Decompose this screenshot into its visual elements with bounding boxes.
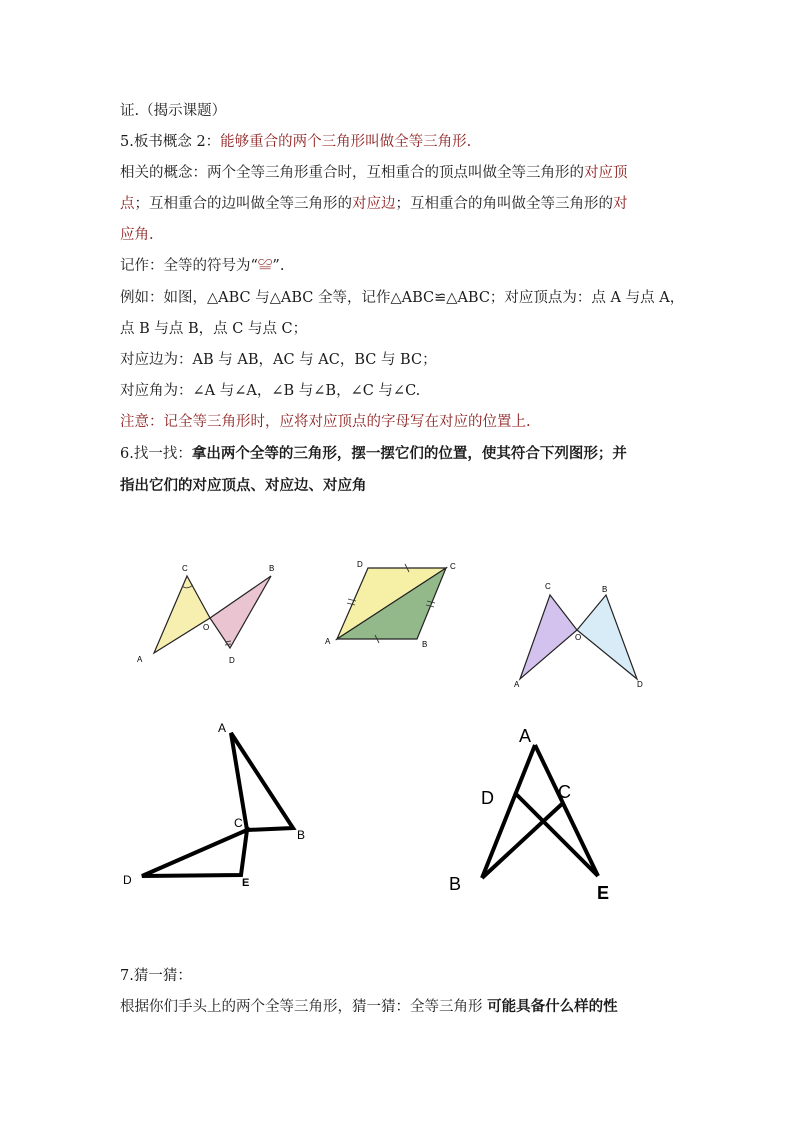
example-text-2: 点 B 与点 B，点 C 与点 C； (120, 321, 308, 337)
figure-4-thick-triangles (115, 715, 325, 895)
concept2-definition: 能够重合的两个三角形叫做全等三角形. (220, 134, 472, 150)
text-line-activity6-2 (120, 476, 680, 496)
term-corresponding-vertex-2: 点 (120, 196, 135, 212)
term-corresponding-angle-2: 应角. (120, 227, 154, 243)
fig5-label-c: C (558, 782, 571, 802)
term-corresponding-vertex-1: 对应顶 (584, 165, 628, 181)
text-line-related-2 (120, 194, 680, 214)
related-text-1: 相关的概念：两个全等三角形重合时，互相重合的顶点叫做全等三角形的 (120, 165, 584, 181)
text-line-activity7 (120, 966, 680, 986)
fig5-label-d: D (481, 788, 494, 808)
activity7-question: 可能具备什么样的性 (487, 998, 618, 1015)
text-line-example-1 (120, 288, 685, 308)
fig1-label-d: D (229, 656, 235, 665)
figure-5-crossed-triangles (440, 715, 630, 910)
fig2-label-b: B (422, 640, 428, 649)
notation-end: ”. (272, 258, 285, 274)
activity7-text: 根据你们手头上的两个全等三角形，猜一猜：全等三角形 (120, 999, 488, 1015)
fig3-label-c: C (545, 582, 551, 591)
fig4-triangle-cde (142, 830, 247, 876)
fig2-label-d: D (357, 560, 363, 569)
note-text: 注意：记全等三角形时，应将对应顶点的字母写在对应的位置上. (120, 414, 531, 430)
figure-1-butterfly-triangles (130, 555, 290, 670)
fig3-triangle-aco (520, 595, 577, 679)
fig5-side-ae (535, 745, 598, 876)
fig2-label-a: A (325, 637, 331, 646)
text-line-activity6-1 (120, 444, 680, 464)
corresponding-sides-text: 对应边为：AB 与 AB，AC 与 AC，BC 与 BC； (120, 352, 437, 368)
activity7-label: 7.猜一猜： (120, 968, 192, 984)
text-line-intro (120, 101, 680, 121)
figure-3-m-triangles (505, 575, 655, 690)
fig1-label-c: C (182, 564, 188, 573)
intro-text: 证.（揭示课题） (120, 103, 227, 119)
text-line-example-2 (120, 319, 680, 339)
text-line-activity7-guess (120, 997, 680, 1017)
fig3-label-a: A (514, 680, 520, 689)
text-line-corresponding-angles (120, 381, 680, 401)
fig5-side-ab (482, 745, 535, 878)
fig1-triangle-aco (154, 576, 210, 653)
text-line-notation (120, 256, 680, 276)
related-text-2: ；互相重合的边叫做全等三角形的 (134, 196, 352, 212)
fig5-label-e: E (597, 883, 610, 903)
fig5-label-a: A (519, 726, 532, 746)
term-corresponding-side: 对应边 (352, 196, 396, 212)
congruent-symbol: ≌ (257, 258, 273, 274)
fig1-label-a: A (137, 655, 143, 664)
fig3-label-o: O (575, 633, 582, 642)
text-line-related-3 (120, 225, 680, 245)
fig4-label-d: D (123, 873, 132, 887)
fig5-side-bc (482, 803, 563, 878)
notation-text: 记作：全等的符号为“ (120, 258, 258, 274)
fig4-label-c: C (234, 816, 243, 830)
related-text-3: ；互相重合的角叫做全等三角形的 (395, 196, 613, 212)
text-line-related-1 (120, 163, 680, 183)
fig4-label-b: B (297, 828, 306, 842)
fig1-label-o: O (203, 623, 210, 632)
fig3-label-b: B (602, 585, 608, 594)
fig1-triangle-bdo (210, 576, 271, 648)
fig1-label-b: B (269, 564, 275, 573)
text-line-concept2 (120, 132, 680, 152)
concept2-label: 5.板书概念 2： (120, 134, 221, 150)
fig3-label-d: D (637, 680, 643, 689)
term-corresponding-angle-1: 对 (613, 196, 628, 212)
fig2-label-c: C (450, 562, 456, 571)
fig3-triangle-bdo (577, 595, 637, 679)
example-text-1: 例如：如图，△ABC 与△ABC 全等，记作△ABC≌△ABC；对应顶点为：点 A 与点 A， (120, 290, 685, 306)
fig5-label-b: B (449, 874, 462, 894)
text-line-note (120, 412, 680, 432)
corresponding-angles-text: 对应角为：∠A 与∠A，∠B 与∠B，∠C 与∠C. (120, 383, 421, 399)
fig4-label-a: A (218, 721, 227, 735)
activity6-instruction-1: 拿出两个全等的三角形，摆一摆它们的位置，使其符合下列图形；并 (191, 445, 627, 462)
activity6-label: 6.找一找： (120, 446, 192, 462)
figure-2-parallelogram (320, 555, 470, 655)
activity6-instruction-2: 指出它们的对应顶点、对应边、对应角 (120, 477, 367, 494)
text-line-corresponding-sides (120, 350, 680, 370)
fig4-label-e: E (242, 877, 250, 889)
